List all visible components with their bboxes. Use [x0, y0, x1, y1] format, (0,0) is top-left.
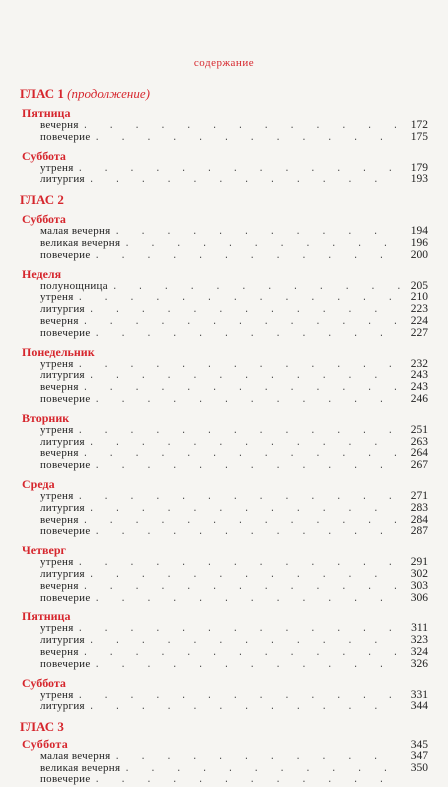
dot-leader — [95, 527, 400, 539]
day-heading: Среда — [22, 476, 55, 491]
dot-leader — [78, 164, 400, 176]
toc-entry — [40, 437, 428, 449]
entry-title: повечерие — [40, 657, 91, 670]
section-title: ГЛАС 2 — [20, 192, 64, 208]
dot-leader — [89, 371, 400, 383]
entry-title: вечерня — [40, 513, 79, 526]
page-number: 345 — [410, 739, 428, 752]
dot-leader — [83, 582, 400, 594]
entry-title: повечерие — [40, 392, 91, 405]
page-number: 284 — [410, 513, 428, 526]
day-heading: Вторник — [22, 410, 70, 425]
toc-entry — [40, 526, 428, 538]
entry-title: вечерня — [40, 314, 79, 327]
dot-leader — [89, 570, 400, 582]
page-number: 287 — [410, 525, 428, 538]
dot-leader — [89, 305, 400, 317]
dot-leader — [95, 329, 400, 341]
toc-entry — [40, 557, 428, 569]
entry-title: литургия — [40, 700, 85, 713]
entry-title: вечерня — [40, 119, 79, 131]
page-number: 264 — [410, 447, 428, 460]
dot-leader — [95, 594, 400, 606]
dot-leader — [83, 648, 400, 660]
entry-title: утреня — [40, 161, 74, 174]
entry-title: повечерие — [40, 459, 91, 472]
dot-leader — [78, 558, 400, 570]
page-number: 283 — [410, 501, 428, 514]
dot-leader — [95, 660, 400, 672]
page-number: 344 — [410, 700, 428, 713]
entry-title: вечерня — [40, 645, 79, 658]
toc-entry — [40, 120, 428, 132]
toc-entry — [40, 281, 428, 293]
entry-title: вечерня — [40, 381, 79, 394]
page-number: 311 — [411, 622, 428, 635]
dot-leader — [95, 251, 400, 263]
entry-title: утреня — [40, 688, 74, 701]
toc-entry — [40, 382, 428, 394]
toc-entry — [40, 623, 428, 635]
toc-entry — [40, 774, 428, 786]
toc-entry — [40, 593, 428, 605]
section-title: ГЛАС 3 — [20, 719, 64, 735]
page-number: 243 — [410, 381, 428, 394]
page-number: 350 — [410, 761, 428, 774]
dot-leader — [78, 691, 400, 703]
entry-title: утреня — [40, 357, 74, 370]
toc-entry — [40, 359, 428, 371]
entry-title: литургия — [40, 303, 85, 316]
toc-entry — [40, 581, 428, 593]
entry-title: литургия — [40, 435, 85, 448]
dot-leader — [95, 775, 400, 787]
dot-leader — [83, 383, 400, 395]
day-heading: Суббота — [22, 212, 66, 227]
dot-leader — [124, 764, 400, 776]
toc-entry — [40, 132, 428, 144]
toc-entry — [40, 491, 428, 503]
toc-entry — [40, 250, 428, 262]
toc-entry — [40, 448, 428, 460]
toc-entry — [40, 460, 428, 472]
day-heading: Понедельник — [22, 344, 95, 359]
page-number: 303 — [410, 579, 428, 592]
day-heading — [22, 739, 428, 751]
toc-entry — [40, 635, 428, 647]
table-of-contents — [20, 80, 428, 786]
page-number: 243 — [410, 369, 428, 382]
page-number: 232 — [410, 357, 428, 370]
toc-entry — [40, 394, 428, 406]
dot-leader — [95, 133, 400, 145]
dot-leader — [115, 227, 400, 239]
section-note: (продолжение) — [67, 86, 150, 101]
entry-title: литургия — [40, 501, 85, 514]
toc-entry — [40, 751, 428, 763]
toc-entry — [40, 292, 428, 304]
dot-leader — [112, 282, 400, 294]
page-number: 347 — [410, 749, 428, 762]
entry-title: повечерие — [40, 326, 91, 339]
toc-entry — [40, 304, 428, 316]
dot-leader — [124, 239, 400, 251]
toc-entry — [40, 370, 428, 382]
entry-title: повечерие — [40, 591, 91, 604]
section-title: ГЛАС 1 — [20, 86, 64, 101]
entry-title: повечерие — [40, 773, 91, 786]
entry-title: великая вечерня — [40, 236, 121, 249]
entry-title: утреня — [40, 622, 74, 635]
toc-entry — [40, 569, 428, 581]
toc-entry — [40, 515, 428, 527]
dot-leader — [89, 175, 400, 187]
toc-entry — [40, 647, 428, 659]
toc-entry — [40, 701, 428, 713]
entry-title: вечерня — [40, 579, 79, 592]
page-number: 302 — [410, 567, 428, 580]
entry-title: утреня — [40, 556, 74, 569]
entry-title: литургия — [40, 567, 85, 580]
day-title: Суббота — [22, 737, 69, 752]
dot-leader — [78, 293, 400, 305]
page-number: 326 — [410, 657, 428, 670]
dot-leader — [78, 360, 400, 372]
entry-title: повечерие — [40, 248, 91, 261]
dot-leader — [78, 426, 400, 438]
page-number: 291 — [410, 556, 428, 569]
page-number: 331 — [410, 688, 428, 701]
section-heading — [20, 192, 428, 207]
entry-title: полунощница — [40, 279, 108, 292]
entry-title: утреня — [40, 423, 74, 436]
page-number: 323 — [410, 634, 428, 647]
dot-leader — [89, 438, 400, 450]
page-number: 200 — [410, 248, 428, 261]
entry-title: литургия — [40, 173, 85, 186]
entry-title: малая вечерня — [40, 225, 111, 238]
entry-title: повечерие — [40, 130, 91, 143]
dot-leader — [115, 752, 400, 764]
toc-entry — [40, 503, 428, 515]
toc-entry — [40, 659, 428, 671]
dot-leader — [95, 461, 400, 473]
entry-title: вечерня — [40, 447, 79, 460]
dot-leader — [83, 317, 400, 329]
dot-leader — [83, 449, 400, 461]
page-number: 223 — [410, 303, 428, 316]
page-number: 193 — [410, 173, 428, 186]
day-heading: Пятница — [22, 609, 71, 624]
entry-title: великая вечерня — [40, 761, 121, 774]
entry-title: литургия — [40, 369, 85, 382]
dot-leader — [83, 516, 400, 528]
entry-title: повечерие — [40, 525, 91, 538]
page-number: 267 — [410, 459, 428, 472]
page-number: 251 — [410, 423, 428, 436]
dot-leader — [83, 121, 400, 133]
page-number: 172 — [410, 119, 428, 131]
page-number: 227 — [410, 326, 428, 339]
page-number: 324 — [410, 645, 428, 658]
dot-leader — [89, 504, 400, 516]
section-heading — [20, 86, 428, 101]
page-number: 271 — [410, 489, 428, 502]
toc-entry — [40, 328, 428, 340]
page-header: содержание — [193, 57, 255, 69]
page-number: 210 — [410, 291, 428, 304]
page-number: 224 — [410, 314, 428, 327]
dot-leader — [89, 636, 400, 648]
section-heading — [20, 719, 428, 734]
toc-entry — [40, 163, 428, 175]
day-heading: Суббота — [22, 148, 66, 163]
page-number: 196 — [410, 236, 428, 249]
page-number: 194 — [410, 225, 428, 238]
toc-entry — [40, 174, 428, 186]
entry-title: литургия — [40, 634, 85, 647]
page-number: 263 — [410, 435, 428, 448]
entry-title: утреня — [40, 291, 74, 304]
day-heading: Суббота — [22, 675, 66, 690]
page-number: 246 — [410, 392, 428, 405]
day-heading: Пятница — [22, 106, 71, 120]
entry-title: малая вечерня — [40, 749, 111, 762]
toc-entry — [40, 763, 428, 775]
toc-entry — [40, 425, 428, 437]
page-number: 306 — [410, 591, 428, 604]
day-heading: Четверг — [22, 543, 66, 558]
page-number: 205 — [410, 279, 428, 292]
entry-title: утреня — [40, 489, 74, 502]
day-heading: Неделя — [22, 266, 62, 281]
toc-entry — [40, 238, 428, 250]
page-number: 179 — [410, 161, 428, 174]
dot-leader — [78, 624, 400, 636]
dot-leader — [78, 492, 400, 504]
page-number: 175 — [410, 130, 428, 143]
toc-entry — [40, 690, 428, 702]
toc-entry — [40, 316, 428, 328]
dot-leader — [89, 702, 400, 714]
dot-leader — [95, 395, 400, 407]
